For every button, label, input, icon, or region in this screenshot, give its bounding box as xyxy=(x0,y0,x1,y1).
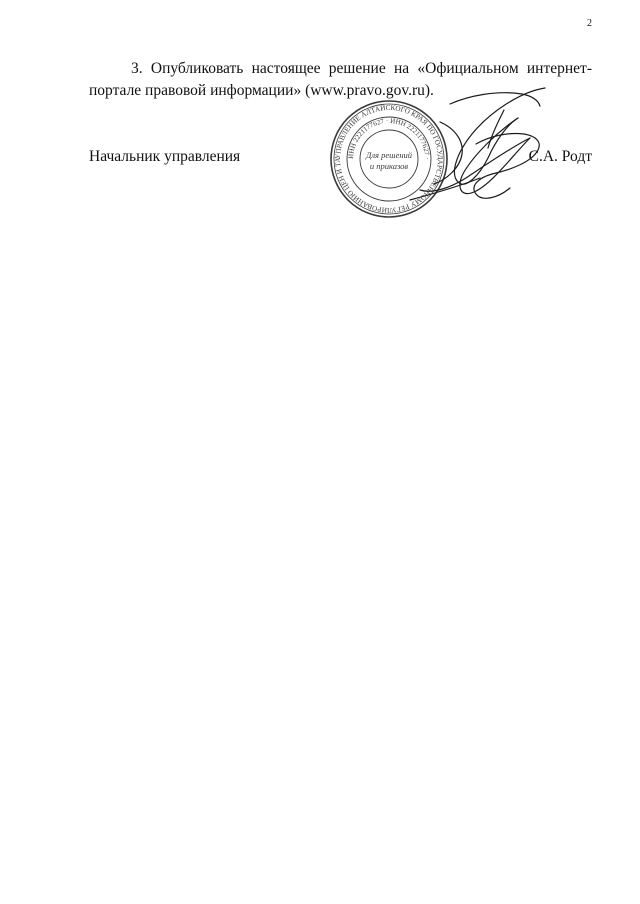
stamp-center-line1: Для решений xyxy=(365,150,413,160)
stamp-inner-ring-text: ИНН 2221177627 · ИНН 2221177627 · xyxy=(346,116,432,160)
stamp-ring-text: УПРАВЛЕНИЕ АЛТАЙСКОГО КРАЯ ПО ГОСУДАРСТВЕННОМУ РЕГУЛИРОВАНИЮ ЦЕН И ТА xyxy=(333,103,445,215)
paragraph-publication: 3. Опубликовать настоящее решение на «Официальном интернет-портале правовой информации» (www.pravo.gov.ru). xyxy=(89,60,592,99)
stamp-center-line2: и приказов xyxy=(369,161,409,171)
signature-scribble-icon xyxy=(380,82,555,212)
handwritten-signature xyxy=(380,82,555,212)
page-number: 2 xyxy=(587,18,592,29)
position-title: Начальник управления xyxy=(89,148,241,165)
signer-name: С.А. Родт xyxy=(528,148,592,165)
